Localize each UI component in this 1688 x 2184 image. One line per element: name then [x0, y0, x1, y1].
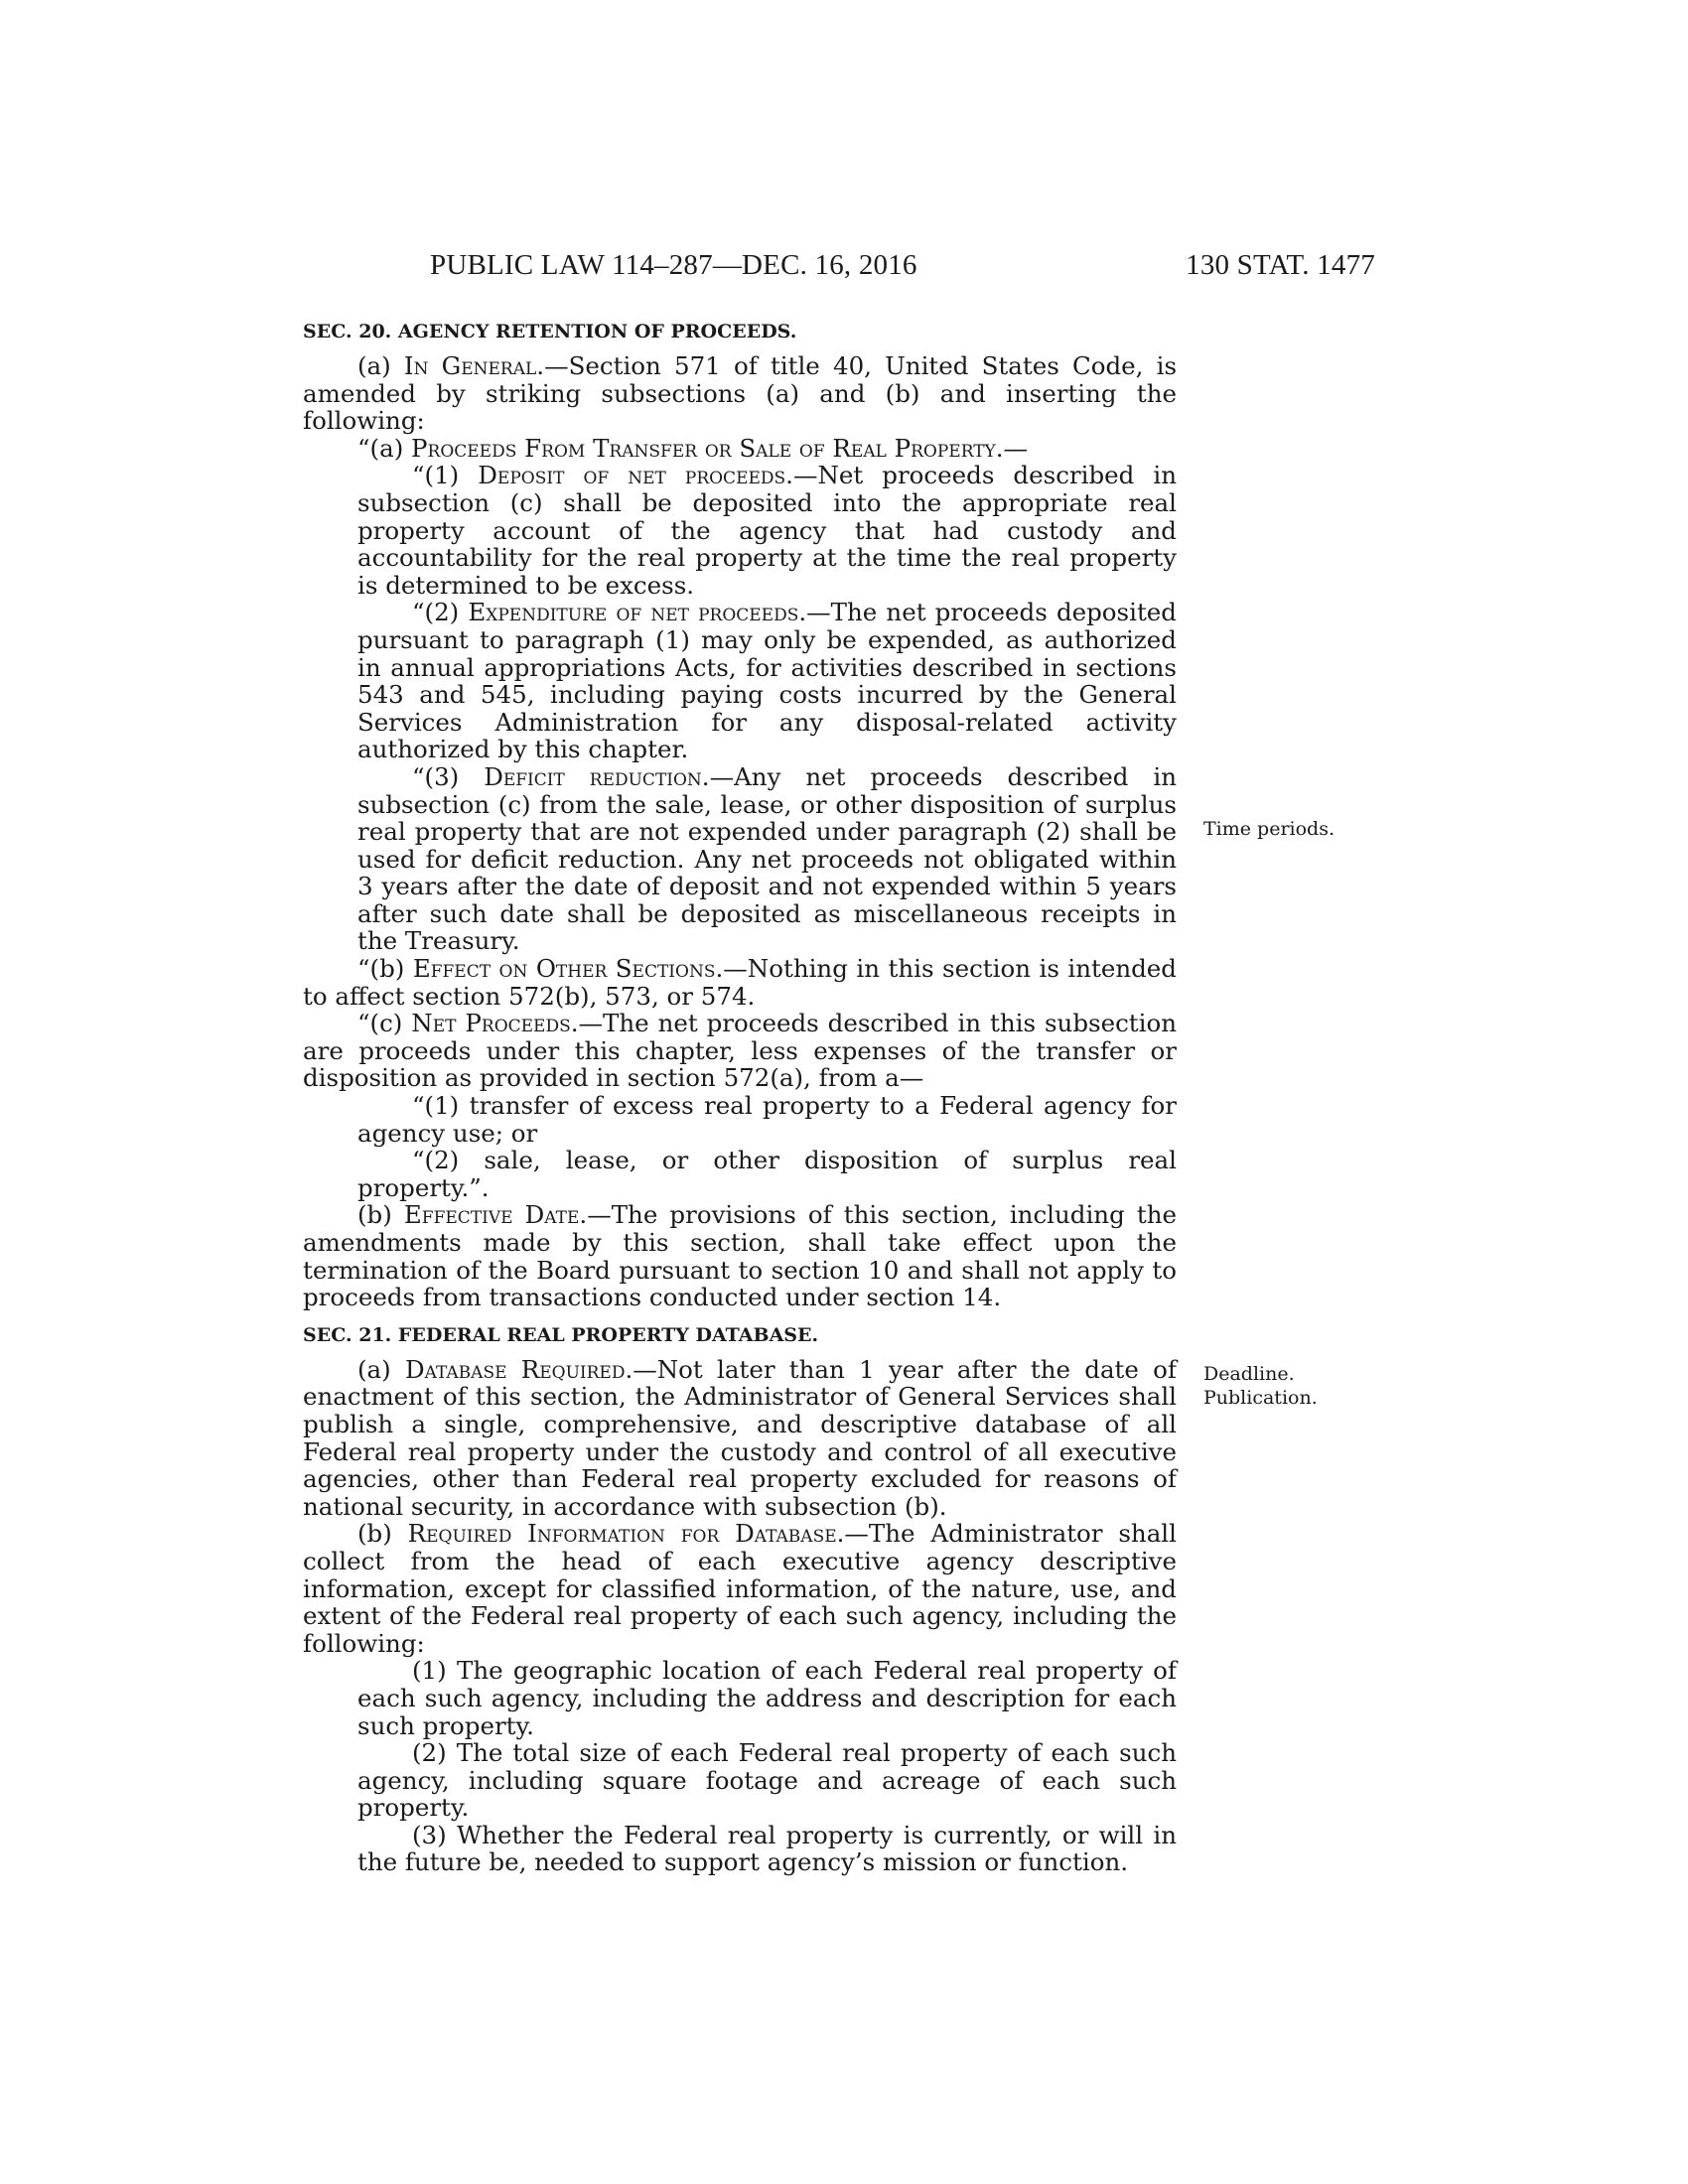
margin-note-publication: Publication. — [1203, 1387, 1318, 1409]
section-21-heading: SEC. 21. FEDERAL REAL PROPERTY DATABASE. — [303, 1323, 819, 1346]
sec21-subsection-b: (b) Required Information for Database.—The Administrator shall collect from the head of each executive agency descriptive information, except for classified information, of the nature, use, and extent of the Federal real property of each such agency, including the following: — [303, 1519, 1177, 1658]
margin-note-deadline: Deadline. — [1203, 1363, 1295, 1385]
quoted-paragraph-3: “(3) Deficit reduction.—Any net proceeds described in subsection (c) from the sale, lease, or other disposition of surplus real property that are not expended under paragraph (2) shall be used for deficit reduction. Any net proceeds not obligated within 3 years after the date of deposit and not expended within 5 years after such date shall be deposited as miscellaneous receipts in the Treasury. — [357, 761, 1177, 956]
stat-page-ref: 130 STAT. 1477 — [1186, 249, 1375, 281]
sec21-item-3: (3) Whether the Federal real property is currently, or will in the future be, needed to support agency’s mission or function. — [357, 1820, 1177, 1877]
law-title: PUBLIC LAW 114–287—DEC. 16, 2016 — [430, 249, 917, 281]
sec21-item-1: (1) The geographic location of each Federal real property of each such agency, including the address and description for each such property. — [357, 1656, 1177, 1740]
sec20-subsection-b: (b) Effective Date.—The provisions of this section, including the amendments made by this section, shall take effect upon the termination of the Board pursuant to section 10 and shall not apply to proceeds from transactions conducted under section 14. — [303, 1200, 1178, 1312]
page-header — [303, 249, 1375, 285]
main-text-column — [303, 320, 1177, 1876]
sec20-subsection-a: (a) In General.—Section 571 of title 40, United States Code, is amended by striking subsections (a) and (b) and inserting the following: — [303, 351, 1178, 436]
quoted-paragraph-2: “(2) Expenditure of net proceeds.—The net proceeds deposited pursuant to paragraph (1) may only be expended, as authorized in annual appropriations Acts, for activities described in sections 543 and 545, including paying costs incurred by the General Services Administration for any disposal-related activity authorized by this chapter. — [357, 598, 1177, 764]
quoted-subsection-b: “(b) Effect on Other Sections.—Nothing in this section is intended to affect section 572(b), 573, or 574. — [303, 954, 1177, 1011]
sec21-subsection-a: (a) Database Required.—Not later than 1 year after the date of enactment of this section, the Administrator of General Services shall publish a single, comprehensive, and descriptive database of all Federal real property under the custody and control of all executive agencies, other than Federal real property excluded for reasons of national security, in accordance with subsection (b). — [303, 1354, 1177, 1521]
quoted-subsection-c: “(c) Net Proceeds.—The net proceeds described in this subsection are proceeds under this chapter, less expenses of the transfer or disposition as provided in section 572(a), from a— — [303, 1009, 1178, 1093]
quoted-paragraph-1: “(1) Deposit of net proceeds.—Net proceeds described in subsection (c) shall be deposited into the appropriate real property account of the agency that had custody and accountability for the real property at the time the real property is determined to be excess. — [357, 461, 1177, 600]
quoted-clause-1: “(1) transfer of excess real property to a Federal agency for agency use; or — [357, 1091, 1177, 1148]
quoted-subsection-a: “(a) Proceeds From Transfer or Sale of Real Property.— — [357, 433, 1029, 463]
sec21-item-2: (2) The total size of each Federal real property of each such agency, including square footage and acreage of each such property. — [357, 1738, 1177, 1823]
quoted-clause-2: “(2) sale, lease, or other disposition of surplus real property.”. — [357, 1146, 1177, 1202]
section-20-heading: SEC. 20. AGENCY RETENTION OF PROCEEDS. — [303, 321, 797, 342]
margin-note-time-periods: Time periods. — [1203, 818, 1336, 840]
